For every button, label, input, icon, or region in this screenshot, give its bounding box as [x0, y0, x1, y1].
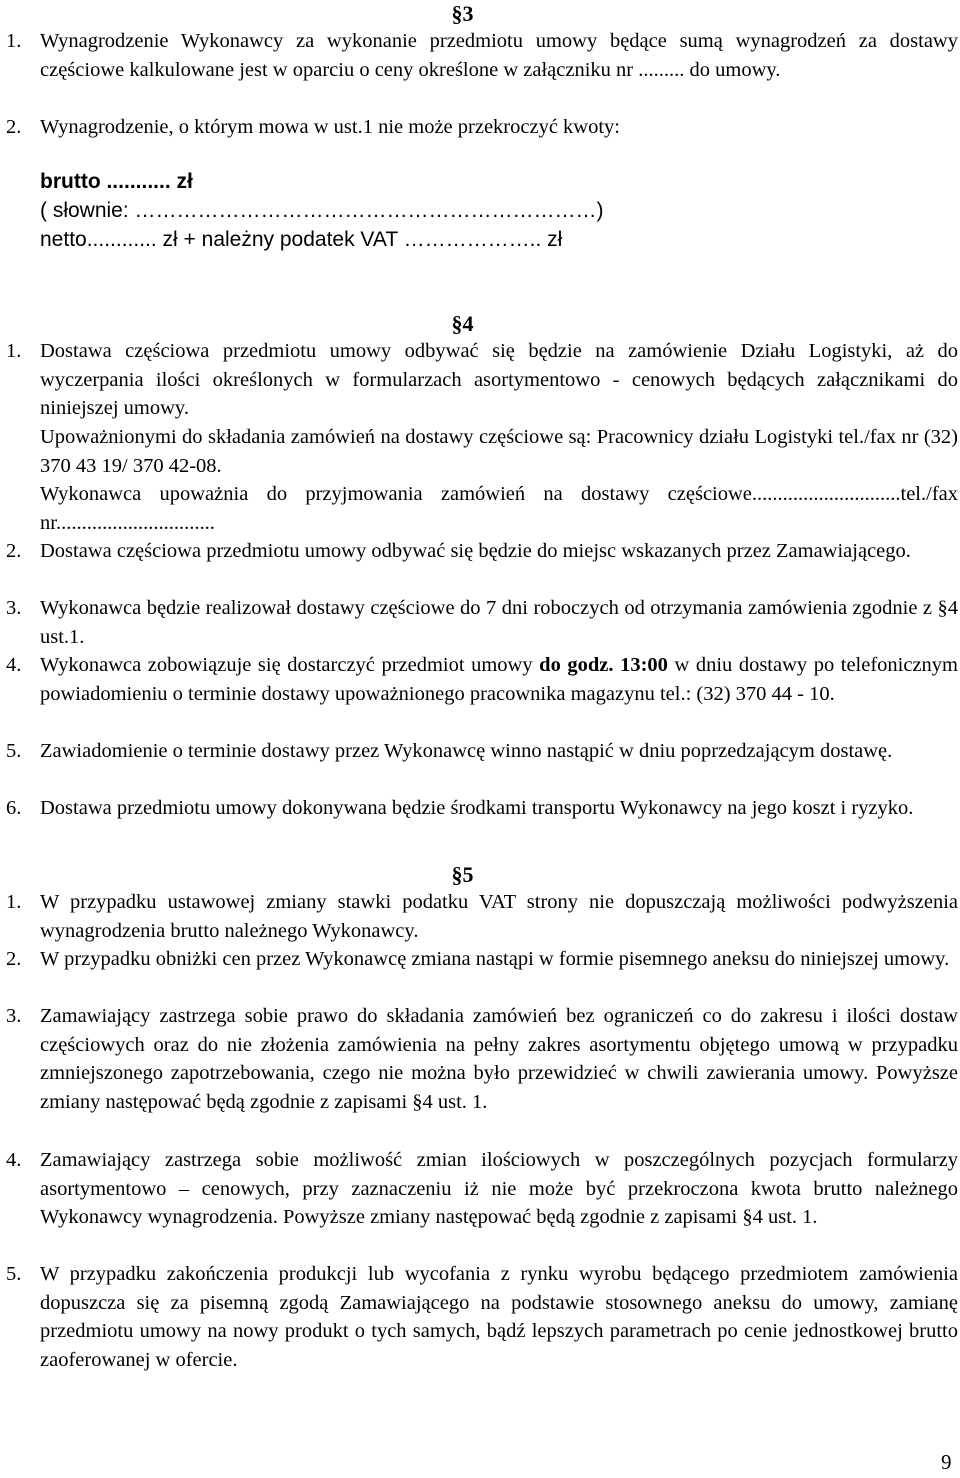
sec3-item-2	[6, 113, 958, 142]
section-4-heading: §4	[451, 311, 474, 336]
sec4-item-1	[6, 337, 958, 423]
item-number: 1.	[6, 30, 22, 52]
item-text: W przypadku zakończenia produkcji lub wycofania z rynku wyrobu będącego przedmiotem zamówienia dopuszcza się za pisemną zgodą Zamawiającego na podstawie stosownego aneksu do umowy, zamianę przedmiotu umowy na nowy produkt o tych samych, bądź lepszych parametrach po cenie jednostkowej brutto zaoferowanej w ofercie.	[40, 1263, 958, 1371]
item-number: 1.	[6, 891, 22, 913]
item-number: 1.	[6, 340, 22, 362]
deadline-label: do godz.	[539, 654, 614, 676]
item-text: Zawiadomienie o terminie dostawy przez Wykonawcę winno nastąpić w dniu poprzedzającym dostawę.	[40, 740, 893, 762]
item-number: 3.	[6, 1005, 22, 1027]
section-3-heading: §3	[451, 1, 474, 26]
sec5-item-1	[6, 888, 958, 945]
slownie-line: ( słownie: …………………………………………………………)	[40, 199, 604, 222]
item-text: Dostawa częściowa przedmiotu umowy odbywać się będzie na zamówienie Działu Logistyki, aż do wyczerpania ilości określonych w formularzach asortymentowo - cenowych będących załącznikami do niniejszej umowy.	[40, 340, 958, 420]
item-number: 4.	[6, 654, 22, 676]
item-text: Dostawa przedmiotu umowy dokonywana będzie środkami transportu Wykonawcy na jego koszt i ryzyko.	[40, 797, 914, 819]
item-text: Wynagrodzenie Wykonawcy za wykonanie przedmiotu umowy będące sumą wynagrodzeń za dostawy częściowe kalkulowane jest w oparciu o ceny określone w załączniku nr ......... do umowy.	[40, 30, 958, 81]
item-text-part: Wykonawca zobowiązuje się dostarczyć przedmiot umowy	[40, 654, 540, 676]
item-text	[40, 651, 958, 708]
item-number: 2.	[6, 948, 22, 970]
item-number: 5.	[6, 1263, 22, 1285]
sec5-item-2	[6, 945, 958, 974]
sec4-item-3	[6, 594, 958, 651]
item-text: Dostawa częściowa przedmiotu umowy odbywać się będzie do miejsc wskazanych przez Zamawiającego.	[40, 540, 911, 562]
item-text: Wynagrodzenie, o którym mowa w ust.1 nie może przekroczyć kwoty:	[40, 116, 620, 138]
item-number: 4.	[6, 1149, 22, 1171]
section-5-heading: §5	[451, 862, 474, 887]
sec3-item-1	[6, 27, 958, 84]
item-text: Wykonawca będzie realizował dostawy częściowe do 7 dni roboczych od otrzymania zamówienia zgodnie z §4 ust.1.	[40, 597, 958, 648]
sec4-item-6	[6, 794, 958, 823]
sec4-item-1-contractor: Wykonawca upoważnia do przyjmowania zamówień na dostawy częściowe.............................tel./fax nr...............................	[40, 483, 958, 534]
sec5-item-5	[6, 1260, 958, 1374]
item-number: 5.	[6, 740, 22, 762]
item-text: Zamawiający zastrzega sobie możliwość zmian ilościowych w poszczególnych pozycjach formularzy asortymentowo – cenowych, przy zaznaczeniu iż nie może być przekroczona kwota brutto należnego Wykonawcy wynagrodzenia. Powyższe zmiany następować będą zgodnie z zapisami §4 ust. 1.	[40, 1149, 958, 1229]
netto-line: netto............ zł + należny podatek VAT ……………….. zł	[40, 228, 563, 251]
sec5-item-4	[6, 1146, 958, 1232]
item-number: 2.	[6, 116, 22, 138]
item-text-part: w dniu dostawy po telefonicznym powiadomieniu o terminie dostawy upoważnionego pracownika magazynu tel.: (32) 370 44 - 10.	[40, 654, 959, 705]
brutto-line: brutto ........... zł	[40, 170, 193, 193]
sec4-item-1-authorized: Upoważnionymi do składania zamówień na dostawy częściowe są: Pracownicy działu Logistyki tel./fax nr (32) 370 43 19/ 370 42-08.	[40, 426, 958, 477]
item-number: 3.	[6, 597, 22, 619]
sec4-item-4	[6, 651, 958, 708]
item-number: 6.	[6, 797, 22, 819]
item-text: W przypadku ustawowej zmiany stawki podatku VAT strony nie dopuszczają możliwości podwyższenia wynagrodzenia brutto należnego Wykonawcy.	[40, 891, 958, 942]
sec5-item-3	[6, 1002, 958, 1116]
page-number: 9	[941, 1450, 952, 1474]
item-text: W przypadku obniżki cen przez Wykonawcę zmiana nastąpi w formie pisemnego aneksu do niniejszej umowy.	[40, 948, 950, 970]
sec4-item-2	[6, 537, 958, 566]
item-text: Zamawiający zastrzega sobie prawo do składania zamówień bez ograniczeń co do zakresu i ilości dostaw częściowych oraz do nie złożenia zamówienia na pełny zakres asortymentu objętego umową w przypadku zmniejszonego zapotrzebowania, czego nie można było przewidzieć w chwili zawierania umowy. Powyższe zmiany następować będą zgodnie z zapisami §4 ust. 1.	[40, 1005, 958, 1113]
deadline-time: 13:00	[620, 654, 668, 676]
item-number: 2.	[6, 540, 22, 562]
sec4-item-5	[6, 737, 958, 766]
